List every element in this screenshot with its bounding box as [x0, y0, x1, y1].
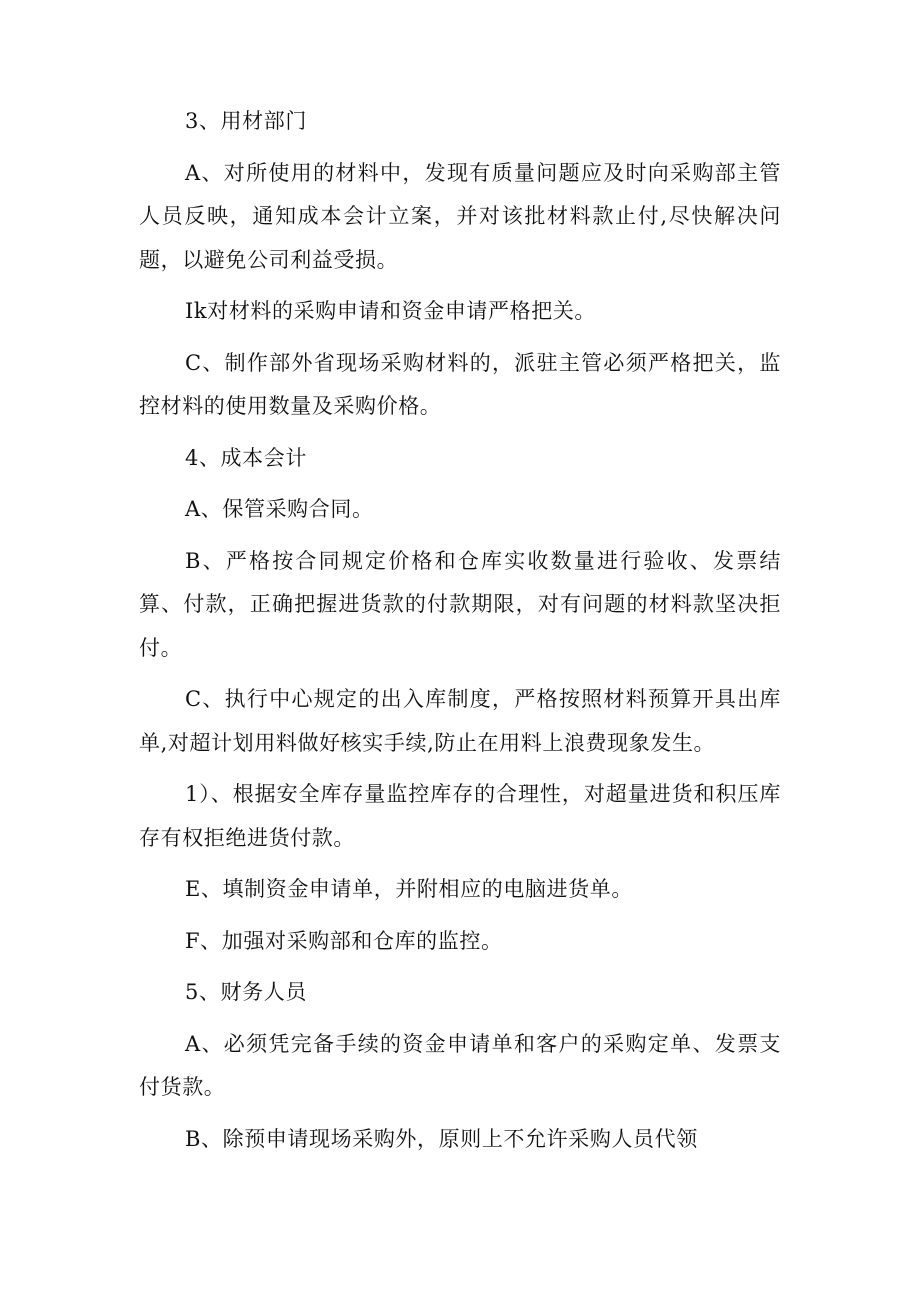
paragraph: A、对所使用的材料中，发现有质量问题应及时向采购部主管人员反映，通知成本会计立案，并对该批材料款止付,尽快解决问题，以避免公司利益受损。 — [139, 160, 781, 272]
document-body — [139, 100, 781, 1169]
paragraph: A、必须凭完备手续的资金申请单和客户的采购定单、发票支付货款。 — [139, 1031, 781, 1099]
paragraph: C、制作部外省现场采购材料的，派驻主管必须严格把关，监控材料的使用数量及采购价格。 — [139, 350, 781, 418]
paragraph: A、保管采购合同。 — [185, 497, 374, 521]
section-heading-finance-staff: 5、财务人员 — [185, 980, 307, 1004]
section-heading-cost-accounting: 4、成本会计 — [185, 445, 307, 470]
paragraph: Ik对材料的采购申请和资金申请严格把关。 — [185, 299, 597, 323]
paragraph: 1）、根据安全库存量监控库存的合理性，对超量进货和积压库存有权拒绝进货付款。 — [139, 782, 781, 850]
section-heading-material-dept: 3、用材部门 — [185, 109, 307, 133]
paragraph: B、除预申请现场采购外，原则上不允许采购人员代领 — [185, 1126, 698, 1151]
paragraph: E、填制资金申请单，并附相应的电脑进货单。 — [185, 877, 633, 901]
paragraph: C、执行中心规定的出入库制度，严格按照材料预算开具出库单,对超计划用料做好核实手续,防止在用料上浪费现象发生。 — [139, 687, 781, 755]
paragraph: B、严格按合同规定价格和仓库实收数量进行验收、发票结算、付款，正确把握进货款的付款期限，对有问题的材料款坚决拒付。 — [139, 548, 781, 660]
paragraph: F、加强对采购部和仓库的监控。 — [185, 928, 503, 953]
